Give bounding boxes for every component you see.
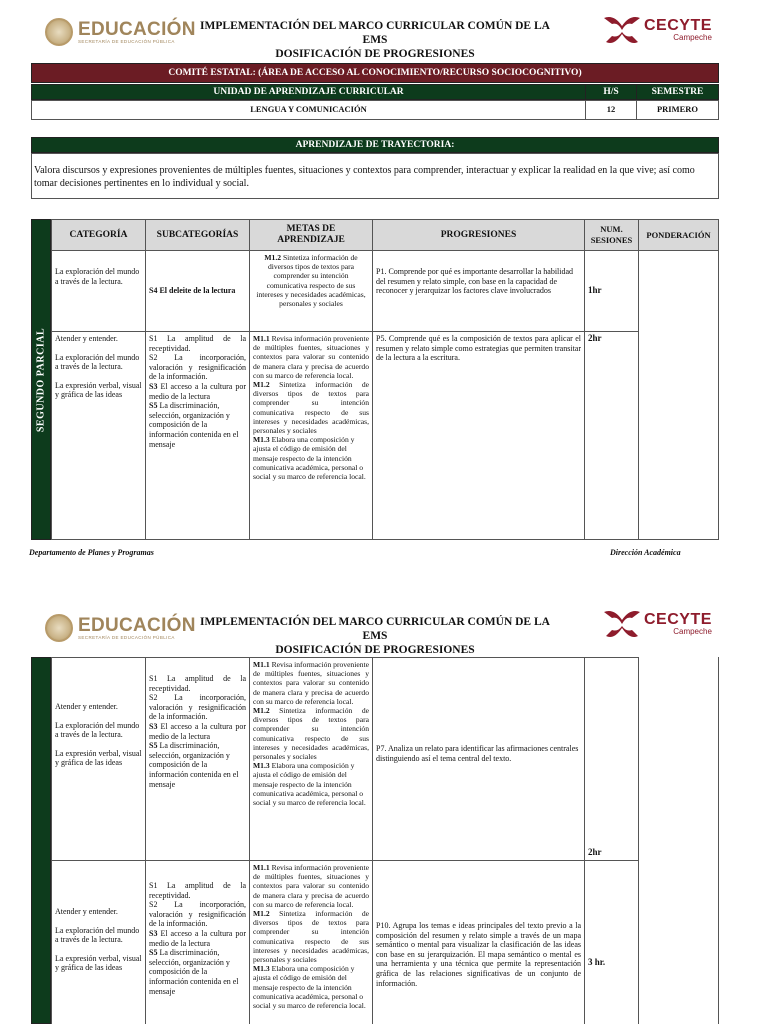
trayectoria-title: APRENDIZAJE DE TRAYECTORIA: — [31, 137, 719, 153]
col-subcategorias: SUBCATEGORÍAS — [145, 219, 250, 251]
sub-s5 — [149, 948, 246, 996]
meta-code: M1.2 — [253, 706, 270, 716]
col-progresiones: PROGRESIONES — [372, 219, 585, 251]
rowB-categoria — [51, 860, 146, 1024]
sub-s5 — [149, 741, 246, 789]
meta-m13 — [253, 435, 369, 481]
meta-code: M1.1 — [253, 660, 270, 669]
sub-s5-text: La discriminación, selección, organización y composición de la información contenida en el mensaje — [149, 741, 239, 789]
meta-code: M1.2 — [253, 909, 270, 919]
col-ponderacion: PONDERACIÓN — [638, 219, 719, 251]
sub-s3-code: S3 — [149, 721, 158, 731]
meta-code: M1.1 — [253, 863, 270, 872]
semestre-header: SEMESTRE — [636, 84, 719, 100]
meta-code: M1.1 — [253, 334, 270, 343]
meta-text: Revisa información proveniente de múltiples fuentes, situaciones y contextos para valorar su contenido de manera clara y precisa de acuerdo con su marco de referencia local. — [253, 863, 369, 909]
side-bar — [31, 657, 51, 1024]
meta-text: Elabora una composición y ajusta el código de emisión del mensaje respecto de la intención comunicativa académica, personal o social y su marco de referencia local. — [253, 761, 366, 808]
seal-icon — [45, 614, 73, 642]
row1-sesiones: 1hr — [584, 250, 639, 332]
hs-value: 12 — [585, 100, 637, 120]
row1-metas — [249, 250, 373, 332]
row2-categoria — [51, 331, 146, 540]
side-label: SEGUNDO PARCIAL — [35, 327, 47, 432]
cecyte-logo — [602, 14, 712, 46]
col-metas: METAS DE APRENDIZAJE — [249, 219, 373, 251]
col-categoria: CATEGORÍA — [51, 219, 146, 251]
footer-left: Departamento de Planes y Programas — [29, 548, 154, 557]
sub-s3-code: S3 — [149, 928, 158, 938]
cecyte-logo — [602, 608, 712, 640]
rowA-subcategorias — [145, 657, 250, 861]
row2-sesiones: 2hr — [584, 331, 639, 540]
trayectoria-text: Valora discursos y expresiones provenientes de múltiples fuentes, situaciones y contextos para comprender, interactuar y explicar la realidad en la que vive; así como tomar decisiones pertinentes en lo individual y social. — [31, 153, 719, 199]
page-title — [195, 615, 555, 657]
meta-text: Revisa información proveniente de múltiples fuentes, situaciones y contextos para valorar su contenido de manera clara y precisa de acuerdo con su marco de referencia local. — [253, 334, 369, 380]
cecyte-mark-icon — [602, 608, 642, 640]
cat-exploracion: La exploración del mundo a través de la lectura. — [55, 925, 140, 945]
logo-subtitle: SECRETARÍA DE EDUCACIÓN PÚBLICA — [78, 39, 175, 44]
logo-word: EDUCACIÓN — [78, 615, 196, 636]
sub-s3-text: El acceso a la cultura por medio de la lectura — [149, 721, 246, 741]
meta-code: M1.2 — [253, 380, 270, 390]
cecyte-subtitle: Campeche — [673, 33, 712, 42]
seal-icon — [45, 18, 73, 46]
sub-s3 — [149, 929, 246, 948]
rowA-categoria — [51, 657, 146, 861]
meta-text: Elabora una composición y ajusta el código de emisión del mensaje respecto de la intención comunicativa académica, personal o social y su marco de referencia local. — [253, 964, 366, 1011]
row2-progresion: P5. Comprende qué es la composición de textos para aplicar el resumen y relato simple como estrategias que permiten transitar de la lectura a la escritura. — [372, 331, 585, 540]
sub-s3-text: El acceso a la cultura por medio de la lectura — [149, 928, 246, 948]
col-num-sesiones: NUM. SESIONES — [584, 219, 639, 251]
sub-s3-code: S3 — [149, 381, 158, 391]
cat-atender: Atender y entender. — [55, 334, 118, 343]
rowA-sesiones: 2hr — [584, 657, 639, 861]
title-line-2: DOSIFICACIÓN DE PROGRESIONES — [275, 48, 475, 60]
row1-categoria — [51, 250, 146, 332]
educacion-logo — [45, 18, 196, 46]
meta-code: M1.3 — [253, 761, 270, 771]
rowB-sesiones: 3 hr. — [584, 860, 639, 1024]
meta-m12 — [253, 380, 369, 435]
row2-subcategorias — [145, 331, 250, 540]
rowB-metas — [249, 860, 373, 1024]
cat-exploracion: La exploración del mundo a través de la lectura. — [55, 352, 140, 372]
sub-s1: S1 La amplitud de la receptividad. — [149, 674, 246, 693]
logo-word: EDUCACIÓN — [78, 19, 196, 40]
sub-s1: S1 La amplitud de la receptividad. — [149, 881, 246, 900]
cecyte-word: CECYTE — [644, 611, 712, 628]
sub-s5-text: La discriminación, selección, organización y composición de la información contenida en el mensaje — [149, 401, 239, 449]
meta-text: Sintetiza información de diversos tipos de textos para comprender su intención comunicativa respecto de sus intereses y necesidades académicas, personales y sociales — [253, 706, 369, 762]
sub-s3-text: El acceso a la cultura por medio de la lectura — [149, 381, 246, 401]
cat-atender: Atender y entender. — [55, 907, 118, 916]
sub-s3 — [149, 382, 246, 401]
sub-s2: S2 La incorporación, valoración y resignificación de la información. — [149, 693, 246, 722]
sub-s2: S2 La incorporación, valoración y resignificación de la información. — [149, 353, 246, 382]
logo-subtitle: SECRETARÍA DE EDUCACIÓN PÚBLICA — [78, 635, 175, 640]
comite-band: COMITÉ ESTATAL: (ÁREA DE ACCESO AL CONOCIMIENTO/RECURSO SOCIOCOGNITIVO) — [31, 63, 719, 83]
meta-m12 — [253, 909, 369, 964]
row2-metas — [249, 331, 373, 540]
cat-exploracion: La exploración del mundo a través de la lectura. — [55, 720, 140, 740]
meta-text: Elabora una composición y ajusta el código de emisión del mensaje respecto de la intención comunicativa académica, personal o social y su marco de referencia local. — [253, 435, 366, 482]
rowA-metas — [249, 657, 373, 861]
meta-code: M1.3 — [253, 435, 270, 445]
cecyte-mark-icon — [602, 14, 642, 46]
cat-expresion: La expresión verbal, visual y gráfica de las ideas — [55, 748, 142, 768]
semestre-value: PRIMERO — [636, 100, 719, 120]
footer-right: Dirección Académica — [610, 548, 681, 557]
meta-m12 — [253, 706, 369, 761]
meta-code: M1.3 — [253, 964, 270, 974]
sub-s3 — [149, 722, 246, 741]
meta-text: Revisa información proveniente de múltiples fuentes, situaciones y contextos para valorar su contenido de manera clara y precisa de acuerdo con su marco de referencia local. — [253, 660, 369, 706]
uac-header: UNIDAD DE APRENDIZAJE CURRICULAR — [31, 84, 586, 100]
side-label-bar — [31, 219, 51, 540]
sub-s5-code: S5 — [149, 948, 158, 958]
page-title — [195, 19, 555, 61]
rowB-progresion: P10. Agrupa los temas e ideas principales del texto previo a la composición del resumen y relato simple a través de un mapa semántico o mental para visualizar la clasificación de las ideas con base en su jerarquización. El mapa semántico o mental es una herramienta y una técnica que permite la representación gráfica de las relaciones significativas de un conjunto de información. — [372, 860, 585, 1024]
meta-m11 — [253, 660, 369, 706]
uac-value: LENGUA Y COMUNICACIÓN — [31, 100, 586, 120]
sub-s5-code: S5 — [149, 741, 158, 751]
meta-text: Sintetiza información de diversos tipos de textos para comprender su intención comunicativa respecto de sus intereses y necesidades académicas, personales y sociales — [253, 380, 369, 436]
educacion-logo — [45, 614, 196, 642]
rowB-subcategorias — [145, 860, 250, 1024]
meta-code: M1.2 — [264, 253, 282, 262]
sub-s5 — [149, 401, 246, 449]
row1-progresion: P1. Comprende por qué es importante desarrollar la habilidad del resumen y relato simple, con base en la capacidad de reconocer y jerarquizar los factores clave involucrados — [372, 250, 585, 332]
title-line-1: IMPLEMENTACIÓN DEL MARCO CURRICULAR COMÚN DE LA EMS — [200, 616, 550, 642]
cecyte-subtitle: Campeche — [673, 627, 712, 636]
sub-s1: S1 La amplitud de la receptividad. — [149, 334, 246, 353]
ponderacion-cell-1 — [638, 250, 719, 540]
cecyte-word: CECYTE — [644, 17, 712, 34]
row1-subcategoria: S4 El deleite de la lectura — [145, 250, 250, 332]
title-line-2: DOSIFICACIÓN DE PROGRESIONES — [275, 644, 475, 656]
cat-expresion: La expresión verbal, visual y gráfica de las ideas — [55, 953, 142, 973]
hs-header: H/S — [585, 84, 637, 100]
sub-s5-text: La discriminación, selección, organización y composición de la información contenida en el mensaje — [149, 948, 239, 996]
cat-exploracion: La exploración del mundo a través de la lectura. — [55, 267, 140, 286]
sub-s2: S2 La incorporación, valoración y resignificación de la información. — [149, 900, 246, 929]
cat-atender: Atender y entender. — [55, 702, 118, 711]
meta-text: Sintetiza información de diversos tipos de textos para comprender su intención comunicativa respecto de sus intereses y necesidades académicas, personales y sociales — [253, 909, 369, 965]
rowA-progresion: P7. Analiza un relato para identificar las afirmaciones centrales distinguiendo así el tema central del texto. — [372, 657, 585, 861]
cat-expresion: La expresión verbal, visual y gráfica de las ideas — [55, 380, 142, 400]
right-border — [718, 657, 719, 1024]
meta-m11 — [253, 863, 369, 909]
meta-m13 — [253, 761, 369, 807]
meta-m11 — [253, 334, 369, 380]
title-line-1: IMPLEMENTACIÓN DEL MARCO CURRICULAR COMÚN DE LA EMS — [200, 20, 550, 46]
meta-m13 — [253, 964, 369, 1010]
meta-text: Sintetiza información de diversos tipos de textos para comprender su intención comunicativa respecto de sus intereses y necesidades académicas, personales y sociales — [256, 253, 366, 309]
sub-s5-code: S5 — [149, 401, 158, 411]
